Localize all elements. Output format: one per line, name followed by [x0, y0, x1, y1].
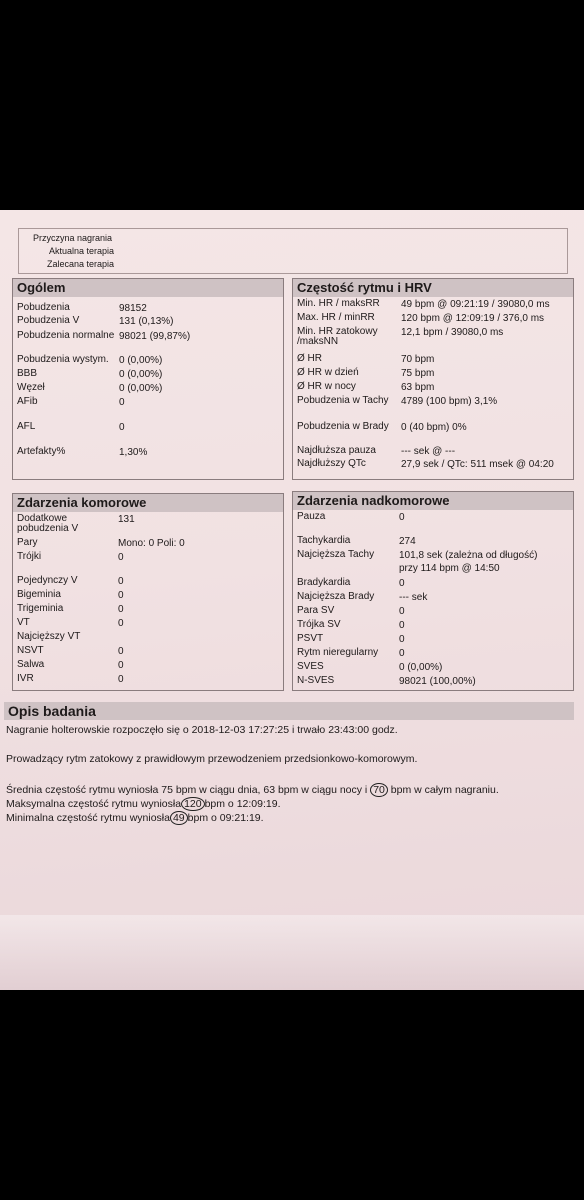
supraventricular-row-label: Para SV [297, 605, 335, 616]
hr-row-value: 4789 (100 bpm) 3,1% [401, 396, 498, 407]
ventricular-row-value: Mono: 0 Poli: 0 [118, 538, 185, 549]
ventricular-row-label: Salwa [17, 659, 45, 670]
hr-title: Częstość rytmu i HRV [293, 279, 573, 297]
general-row-value: 98152 [119, 303, 147, 314]
supraventricular-row-label: N-SVES [297, 675, 335, 686]
ventricular-row-value: 0 [118, 590, 124, 601]
hr-row-value: 27,9 sek / QTc: 511 msek @ 04:20 [401, 459, 554, 470]
general-title: Ogólem [13, 279, 283, 297]
supraventricular-row-label: Bradykardia [297, 577, 351, 588]
general-row-label: Węzeł [17, 382, 45, 393]
general-row-value: 0 [119, 397, 125, 408]
supraventricular-row-value: 0 [399, 634, 405, 645]
max-rate-circled: 120 [181, 797, 205, 811]
ventricular-row-value: 0 [118, 604, 124, 615]
supraventricular-row-value: 101,8 sek (zależna od długość) [399, 550, 538, 561]
hr-row-value: 12,1 bpm / 39080,0 ms [401, 327, 504, 338]
supraventricular-row-value: 0 [399, 648, 405, 659]
min-rate-text: Minimalna częstość rytmu wyniosła [6, 812, 170, 824]
hr-row-value: 70 bpm [401, 354, 435, 365]
general-row-label: AFL [17, 421, 36, 432]
hr-row-value: 49 bpm @ 09:21:19 / 39080,0 ms [401, 299, 550, 310]
supraventricular-row-label: Tachykardia [297, 535, 351, 546]
reason-label: Przyczyna nagrania [33, 233, 113, 243]
current-therapy-label: Aktualna terapia [49, 246, 115, 256]
description-line-2: Prowadzący rytm zatokowy z prawidłowym przewodzeniem przedsionkowo-komorowym. [6, 753, 418, 765]
description-line-1: Nagranie holterowskie rozpoczęło się o 2018-12-03 17:27:25 i trwało 23:43:00 godz. [6, 724, 398, 736]
general-row-value: 98021 (99,87%) [119, 331, 191, 342]
max-rate-text: Maksymalna częstość rytmu wyniosła [6, 798, 182, 810]
general-row-label: Pobudzenia [17, 302, 70, 313]
header-box [18, 228, 568, 274]
report-page [0, 210, 584, 990]
avg-rate-suffix: bpm w całym nagraniu. [390, 784, 499, 796]
supraventricular-row-value: 0 [399, 620, 405, 631]
hr-row-value: --- sek @ --- [401, 446, 456, 457]
description-line-5 [6, 811, 264, 825]
general-row-label: Pobudzenia normalne [17, 330, 115, 341]
hr-row-label: Najdłuższy QTc [297, 458, 366, 469]
recommended-therapy-label: Zalecana terapia [47, 259, 115, 269]
general-row-value: 0 (0,00%) [119, 383, 163, 394]
hr-section [292, 278, 574, 480]
general-row-label: Artefakty% [17, 446, 66, 457]
general-row-value: 0 [119, 422, 125, 433]
hr-row-value: 120 bpm @ 12:09:19 / 376,0 ms [401, 313, 545, 324]
min-rate-circled: 49 [170, 811, 188, 825]
hr-row-value: 0 (40 bpm) 0% [401, 422, 467, 433]
supraventricular-row-value: 274 [399, 536, 416, 547]
ventricular-row-label: IVR [17, 673, 34, 684]
hr-row-label: Pobudzenia w Tachy [297, 395, 389, 406]
general-row-value: 0 (0,00%) [119, 369, 163, 380]
general-row-value: 0 (0,00%) [119, 355, 163, 366]
ventricular-row-value: 131 [118, 514, 135, 525]
ventricular-row-value: 0 [118, 660, 124, 671]
ventricular-row-value: 0 [118, 674, 124, 685]
description-title: Opis badania [4, 702, 574, 720]
supraventricular-row-value: przy 114 bpm @ 14:50 [399, 563, 500, 574]
paper-fold [0, 915, 584, 990]
ventricular-row-label: Pojedynczy V [17, 575, 78, 586]
ventricular-row-label: VT [17, 617, 30, 628]
supraventricular-row-label: Pauza [297, 511, 326, 522]
general-row-label: Pobudzenia wystym. [17, 354, 109, 365]
hr-row-value: 75 bpm [401, 368, 435, 379]
hr-row-label: Ø HR [297, 353, 322, 364]
hr-row-label: Min. HR / maksRR [297, 298, 380, 309]
general-section [12, 278, 284, 480]
supraventricular-row-label: Trójka SV [297, 619, 341, 630]
general-row-label: BBB [17, 368, 38, 379]
supraventricular-row-label: SVES [297, 661, 324, 672]
description-line-4 [6, 797, 280, 811]
supraventricular-section [292, 491, 574, 691]
supraventricular-row-value: 0 [399, 606, 405, 617]
ventricular-row-label: Trójki [17, 551, 42, 562]
avg-rate-circled: 70 [370, 783, 388, 797]
supraventricular-row-value: 0 (0,00%) [399, 662, 443, 673]
ventricular-section [12, 493, 284, 691]
hr-row-label: Ø HR w dzień [297, 367, 359, 378]
general-row-value: 131 (0,13%) [119, 316, 174, 327]
supraventricular-title: Zdarzenia nadkomorowe [293, 492, 573, 510]
ventricular-row-value: 0 [118, 618, 124, 629]
hr-row-label: Min. HR zatokowy /maksNN [297, 326, 378, 347]
ventricular-row-value: 0 [118, 552, 124, 563]
hr-row-label: Najdłuższa pauza [297, 445, 376, 456]
supraventricular-row-label: Rytm nieregularny [297, 647, 379, 658]
supraventricular-row-value: 98021 (100,00%) [399, 676, 476, 687]
hr-row-label: Pobudzenia w Brady [297, 421, 389, 432]
ventricular-row-label: Pary [17, 537, 38, 548]
hr-row-label: Max. HR / minRR [297, 312, 375, 323]
supraventricular-row-label: Najcięższa Tachy [297, 549, 375, 560]
ventricular-row-label: Bigeminia [17, 589, 61, 600]
supraventricular-row-label: Najcięższa Brady [297, 591, 375, 602]
ventricular-row-value: 0 [118, 576, 124, 587]
description-line-3 [6, 783, 499, 797]
max-rate-suffix: bpm o 12:09:19. [204, 798, 281, 810]
avg-rate-text: Średnia częstość rytmu wyniosła 75 bpm w ciągu dnia, 63 bpm w ciągu nocy i [6, 784, 368, 796]
ventricular-row-label: Trigeminia [17, 603, 64, 614]
ventricular-row-label: Najcięższy VT [17, 631, 81, 642]
general-row-value: 1,30% [119, 447, 148, 458]
ventricular-title: Zdarzenia komorowe [13, 494, 283, 512]
hr-row-value: 63 bpm [401, 382, 435, 393]
hr-row-label: Ø HR w nocy [297, 381, 356, 392]
ventricular-row-value: 0 [118, 646, 124, 657]
general-row-label: AFib [17, 396, 38, 407]
ventricular-row-label: Dodatkowe pobudzenia V [17, 513, 79, 534]
ventricular-row-label: NSVT [17, 645, 44, 656]
supraventricular-row-value: --- sek [399, 592, 428, 603]
min-rate-suffix: bpm o 09:21:19. [187, 812, 264, 824]
supraventricular-row-value: 0 [399, 512, 405, 523]
supraventricular-row-label: PSVT [297, 633, 324, 644]
supraventricular-row-value: 0 [399, 578, 405, 589]
general-row-label: Pobudzenia V [17, 315, 80, 326]
